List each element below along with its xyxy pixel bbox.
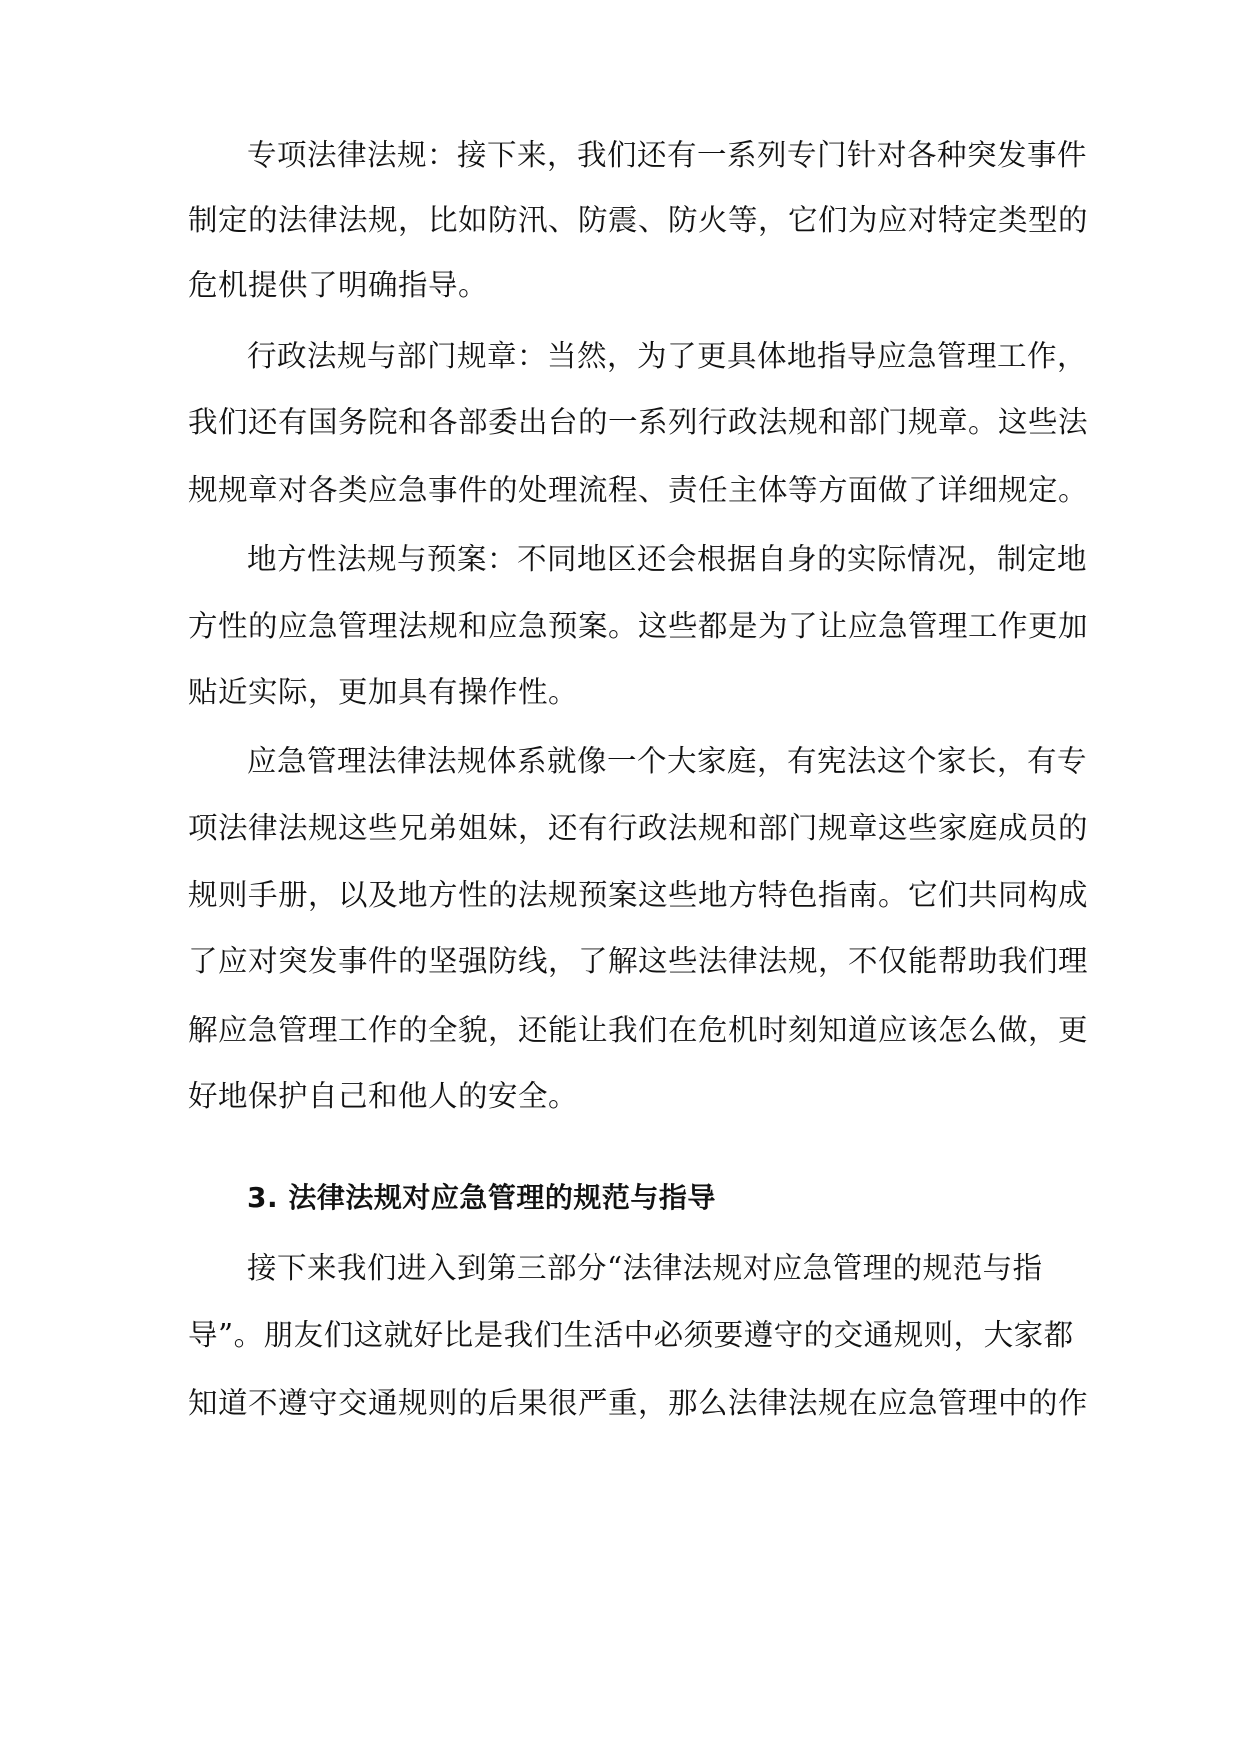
paragraph-4-line-3: 规则手册，以及地方性的法规预案这些地方特色指南。它们共同构成	[188, 878, 1089, 912]
paragraph-3-line-3: 贴近实际，更加具有操作性。	[188, 675, 579, 709]
paragraph-1-line-1: 专项法律法规：接下来，我们还有一系列专门针对各种突发事件	[247, 138, 1088, 172]
section-paragraph-line-2: 导”。朋友们这就好比是我们生活中必须要遵守的交通规则，大家都	[188, 1318, 1074, 1352]
paragraph-3-line-1: 地方性法规与预案：不同地区还会根据自身的实际情况，制定地	[247, 542, 1088, 576]
paragraph-3-line-2: 方性的应急管理法规和应急预案。这些都是为了让应急管理工作更加	[188, 609, 1089, 643]
paragraph-4-line-5: 解应急管理工作的全貌，还能让我们在危机时刻知道应该怎么做，更	[188, 1013, 1089, 1047]
paragraph-4-line-1: 应急管理法律法规体系就像一个大家庭，有宪法这个家长，有专	[247, 744, 1088, 778]
section-paragraph-line-3: 知道不遵守交通规则的后果很严重，那么法律法规在应急管理中的作	[188, 1386, 1089, 1420]
paragraph-2-line-3: 规规章对各类应急事件的处理流程、责任主体等方面做了详细规定。	[188, 473, 1089, 507]
paragraph-4-line-4: 了应对突发事件的坚强防线，了解这些法律法规，不仅能帮助我们理	[188, 944, 1089, 978]
section-heading: 3. 法律法规对应急管理的规范与指导	[247, 1181, 716, 1214]
section-paragraph-line-1: 接下来我们进入到第三部分“法律法规对应急管理的规范与指	[247, 1251, 1043, 1285]
paragraph-1-line-3: 危机提供了明确指导。	[188, 268, 489, 302]
paragraph-4-line-2: 项法律法规这些兄弟姐妹，还有行政法规和部门规章这些家庭成员的	[188, 811, 1089, 845]
paragraph-4-line-6: 好地保护自己和他人的安全。	[188, 1079, 579, 1113]
paragraph-2-line-1: 行政法规与部门规章：当然，为了更具体地指导应急管理工作，	[247, 339, 1088, 373]
paragraph-1-line-2: 制定的法律法规，比如防汛、防震、防火等，它们为应对特定类型的	[188, 203, 1089, 237]
paragraph-2-line-2: 我们还有国务院和各部委出台的一系列行政法规和部门规章。这些法	[188, 405, 1089, 439]
